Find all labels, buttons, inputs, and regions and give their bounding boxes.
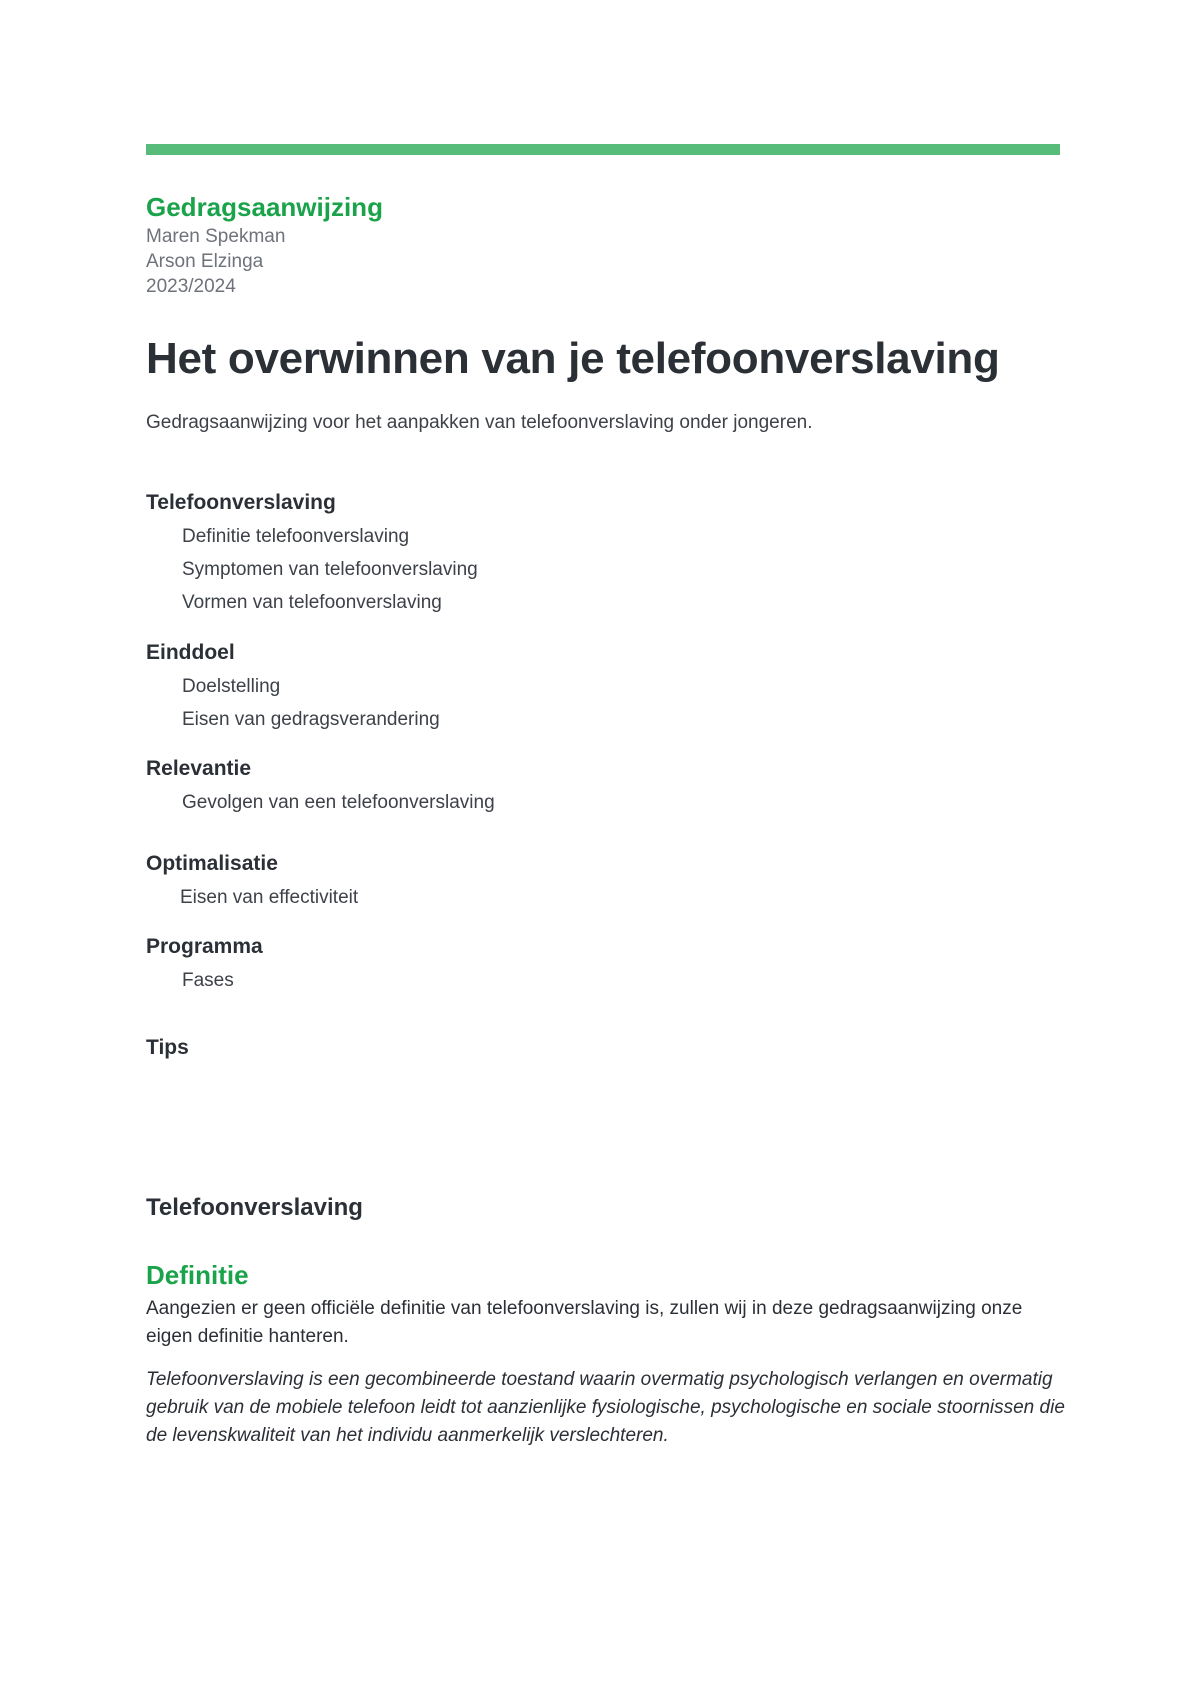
author-2: Arson Elzinga bbox=[146, 251, 264, 272]
toc-item: Fases bbox=[182, 970, 234, 991]
toc-heading-einddoel: Einddoel bbox=[146, 641, 235, 664]
toc-heading-optimalisatie: Optimalisatie bbox=[146, 852, 278, 875]
document-type: Gedragsaanwijzing bbox=[146, 192, 383, 222]
toc-item: Eisen van effectiviteit bbox=[180, 887, 359, 908]
top-accent-rule bbox=[146, 144, 1060, 155]
author-1: Maren Spekman bbox=[146, 226, 286, 247]
school-year: 2023/2024 bbox=[146, 276, 236, 297]
toc-item: Doelstelling bbox=[182, 676, 281, 697]
toc-heading-telefoonverslaving: Telefoonverslaving bbox=[146, 491, 336, 514]
toc-item: Eisen van gedragsverandering bbox=[182, 709, 440, 730]
toc-heading-programma: Programma bbox=[146, 935, 263, 958]
page-subtitle: Gedragsaanwijzing voor het aanpakken van telefoonverslaving onder jongeren. bbox=[146, 412, 813, 433]
definition-paragraph: Telefoonverslaving is een gecombineerde toestand waarin overmatig psychologisch verlangen en overmatig gebruik van de mobiele telefoon leidt tot aanzienlijke fysiologische, psychologische en sociale stoornissen die de levenskwaliteit van het individu aanmerkelijk verslechteren. bbox=[146, 1369, 1065, 1446]
toc-item: Definitie telefoonverslaving bbox=[182, 526, 410, 547]
toc-item: Vormen van telefoonverslaving bbox=[182, 592, 442, 613]
intro-paragraph: Aangezien er geen officiële definitie van telefoonverslaving is, zullen wij in deze gedragsaanwijzing onze eigen definitie hanteren. bbox=[146, 1298, 1023, 1347]
page-title: Het overwinnen van je telefoonverslaving bbox=[146, 334, 1000, 383]
toc-item: Symptomen van telefoonverslaving bbox=[182, 559, 478, 580]
section-title: Telefoonverslaving bbox=[146, 1194, 363, 1221]
subsection-title: Definitie bbox=[146, 1260, 249, 1290]
toc-heading-relevantie: Relevantie bbox=[146, 757, 252, 780]
toc-item: Gevolgen van een telefoonverslaving bbox=[182, 792, 495, 813]
toc-heading-tips: Tips bbox=[146, 1036, 189, 1059]
